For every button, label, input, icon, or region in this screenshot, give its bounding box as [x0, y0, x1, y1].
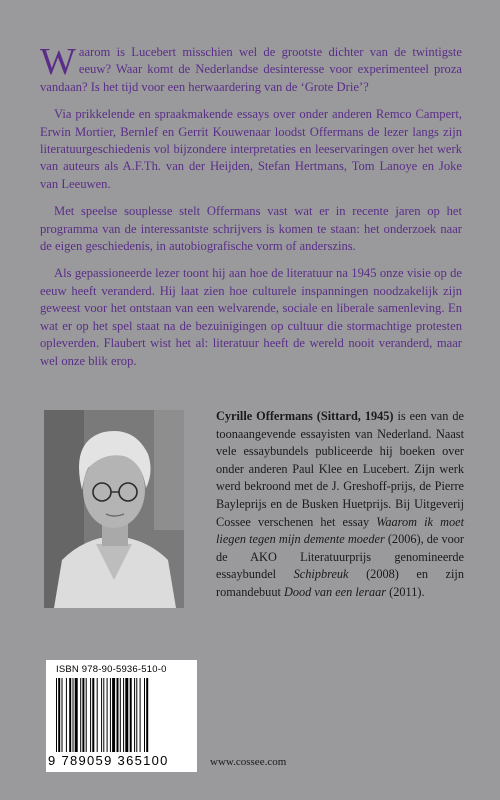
bio-text-4: (2011).: [386, 584, 425, 599]
barcode-bars: [56, 678, 188, 754]
blurb-paragraph-4: Als gepassioneerde lezer toont hij aan hoe de literatuur na 1945 onze visie op de eeuw heeft veranderd. Hij laat zien hoe culturele inspanningen noodzakelijk zijn geweest voor het ontstaan van een welvarende, sociale en liberale samenleving. En wat er op het spel staat na de bezuinigingen op cultuur die stormachtige protesten opleverden. Flaubert wist het al: literatuur heeft de wereld nooit veranderd, maar wel onze blik erop.: [40, 266, 462, 368]
blurb-paragraph-2: Via prikkelende en spraakmakende essays over onder anderen Remco Campert, Erwin Mortier, Bernlef en Gerrit Kouwenaar loodst Offermans de lezer langs zijn literatuurgeschiedenis vol bijzondere interpretaties en leeservaringen over het werk van auteurs als A.F.Th. van der Heijden, Stefan Hertmans, Tom Lanoye en Joke van Leeuwen.: [40, 107, 462, 191]
blurb-paragraph-1: [40, 41, 462, 96]
bio-text-3: (2008) en zijn romandebuut: [216, 567, 464, 599]
book-title-1: Waarom ik moet liegen tegen mijn demente moeder: [216, 514, 464, 547]
bio-text-2: (2006), de voor de AKO Literatuurprijs genomineerde essaybundel: [216, 532, 464, 582]
barcode: [46, 660, 197, 772]
book-title-2: Schipbreuk: [293, 567, 349, 582]
book-title-3: Dood van een leraar: [283, 584, 387, 599]
blurb: [40, 41, 462, 380]
author-photo: [44, 410, 184, 608]
author-name: Cyrille Offermans (Sittard, 1945): [216, 409, 394, 423]
publisher-url: www.cossee.com: [210, 756, 287, 768]
blurb-paragraph-1-text: aarom is Lucebert misschien wel de grootste dichter van de twintigste eeuw? Waar komt de Nederlandse desinteresse voor experimenteel proza vandaan? Is het tijd voor een herwaardering van de ‘Grote Drie’?: [40, 45, 462, 94]
author-bio: [216, 408, 464, 602]
blurb-paragraph-3: Met speelse souplesse stelt Offermans vast wat er in recente jaren op het programma van de interessantste schrijvers is komen te staan: het onderzoek naar de eigen geschiedenis, in autobiografische vorm of anderszins.: [40, 204, 462, 254]
drop-cap: W: [40, 41, 76, 83]
barcode-number: 9 789059 365100: [48, 753, 169, 768]
bio-text-1: is een van de toonaangevende essayisten van Nederland. Naast vele essaybundels publiceerde hij boeken over onder anderen Paul Klee en Lucebert. Zijn werk werd bekroond met de J. Greshoff-prijs, de Pierre Bayleprijs en de Busken Huetprijs. Bij Uitgeverij Cossee verschenen het essay: [216, 409, 464, 529]
isbn-label: ISBN 978-90-5936-510-0: [56, 664, 167, 675]
